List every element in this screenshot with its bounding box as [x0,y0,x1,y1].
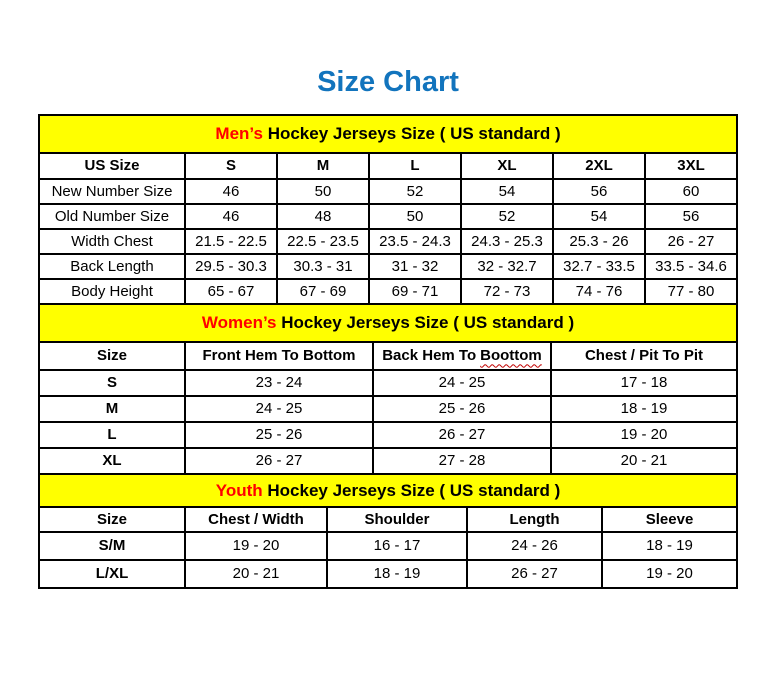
size-label-cell: L [39,422,185,448]
youth-header-cell: Sleeve [602,507,737,532]
value-cell: 19 - 20 [551,422,737,448]
mens-header-cell: S [185,153,277,179]
mens-title-highlight: Men’s [215,124,263,144]
mens-table-band [39,115,737,153]
value-cell: 60 [645,179,737,204]
womens-table-title [39,304,737,342]
row-label-cell: New Number Size [39,179,185,204]
value-cell: 26 - 27 [467,560,602,588]
value-cell: 24 - 25 [373,370,551,396]
table-row [39,532,737,560]
value-cell: 16 - 17 [327,532,467,560]
value-cell: 46 [185,179,277,204]
size-label-cell: S [39,370,185,396]
size-chart-container [38,114,736,589]
mens-header-cell: XL [461,153,553,179]
page-title: Size Chart [317,66,459,98]
mens-table-title [39,115,737,153]
mens-size-table [38,114,738,305]
mens-header-row [39,153,737,179]
value-cell: 23.5 - 24.3 [369,229,461,254]
mens-header-cell: L [369,153,461,179]
value-cell: 72 - 73 [461,279,553,304]
womens-header-row [39,342,737,370]
womens-header-cell: Front Hem To Bottom [185,342,373,370]
value-cell: 19 - 20 [602,560,737,588]
value-cell: 18 - 19 [602,532,737,560]
value-cell: 24 - 26 [467,532,602,560]
value-cell: 20 - 21 [551,448,737,474]
value-cell: 27 - 28 [373,448,551,474]
value-cell: 22.5 - 23.5 [277,229,369,254]
value-cell: 25.3 - 26 [553,229,645,254]
value-cell: 23 - 24 [185,370,373,396]
mens-header-cell: US Size [39,153,185,179]
youth-header-cell: Shoulder [327,507,467,532]
table-row [39,448,737,474]
value-cell: 26 - 27 [185,448,373,474]
mens-header-cell: M [277,153,369,179]
value-cell: 54 [461,179,553,204]
womens-header-cell-typo [373,342,551,370]
youth-table-title [39,474,737,507]
womens-table-band [39,304,737,342]
value-cell: 52 [461,204,553,229]
table-row [39,204,737,229]
table-row [39,560,737,588]
youth-table-band [39,474,737,507]
value-cell: 26 - 27 [645,229,737,254]
table-row [39,179,737,204]
table-row [39,279,737,304]
value-cell: 65 - 67 [185,279,277,304]
value-cell: 50 [369,204,461,229]
size-label-cell: M [39,396,185,422]
value-cell: 56 [645,204,737,229]
table-row [39,422,737,448]
mens-title-rest: Hockey Jerseys Size ( US standard ) [262,124,561,144]
table-row [39,370,737,396]
value-cell: 48 [277,204,369,229]
youth-title-highlight: Youth [215,480,263,500]
size-label-cell: L/XL [39,560,185,588]
value-cell: 33.5 - 34.6 [645,254,737,279]
row-label-cell: Body Height [39,279,185,304]
value-cell: 29.5 - 30.3 [185,254,277,279]
value-cell: 25 - 26 [373,396,551,422]
row-label-cell: Back Length [39,254,185,279]
value-cell: 69 - 71 [369,279,461,304]
value-cell: 24.3 - 25.3 [461,229,553,254]
youth-header-row [39,507,737,532]
value-cell: 46 [185,204,277,229]
womens-header-cell: Chest / Pit To Pit [551,342,737,370]
womens-title-rest: Hockey Jerseys Size ( US standard ) [276,313,575,333]
value-cell: 30.3 - 31 [277,254,369,279]
row-label-cell: Old Number Size [39,204,185,229]
value-cell: 26 - 27 [373,422,551,448]
mens-header-cell: 3XL [645,153,737,179]
value-cell: 67 - 69 [277,279,369,304]
value-cell: 77 - 80 [645,279,737,304]
youth-header-cell: Size [39,507,185,532]
value-cell: 25 - 26 [185,422,373,448]
womens-header-cell: Size [39,342,185,370]
value-cell: 54 [553,204,645,229]
value-cell: 56 [553,179,645,204]
womens-size-table [38,303,738,475]
value-cell: 52 [369,179,461,204]
youth-title-rest: Hockey Jerseys Size ( US standard ) [262,480,561,500]
value-cell: 21.5 - 22.5 [185,229,277,254]
header-typo-prefix: Back Hem To [382,347,477,365]
value-cell: 18 - 19 [551,396,737,422]
value-cell: 20 - 21 [185,560,327,588]
table-row [39,229,737,254]
size-label-cell: S/M [39,532,185,560]
womens-title-highlight: Women’s [201,313,277,333]
size-label-cell: XL [39,448,185,474]
value-cell: 24 - 25 [185,396,373,422]
table-row [39,396,737,422]
value-cell: 32.7 - 33.5 [553,254,645,279]
youth-header-cell: Chest / Width [185,507,327,532]
table-row [39,254,737,279]
row-label-cell: Width Chest [39,229,185,254]
youth-size-table [38,473,738,589]
value-cell: 18 - 19 [327,560,467,588]
value-cell: 50 [277,179,369,204]
value-cell: 19 - 20 [185,532,327,560]
value-cell: 74 - 76 [553,279,645,304]
value-cell: 31 - 32 [369,254,461,279]
header-typo-word: Boottom [480,347,542,365]
value-cell: 32 - 32.7 [461,254,553,279]
mens-header-cell: 2XL [553,153,645,179]
youth-header-cell: Length [467,507,602,532]
value-cell: 17 - 18 [551,370,737,396]
